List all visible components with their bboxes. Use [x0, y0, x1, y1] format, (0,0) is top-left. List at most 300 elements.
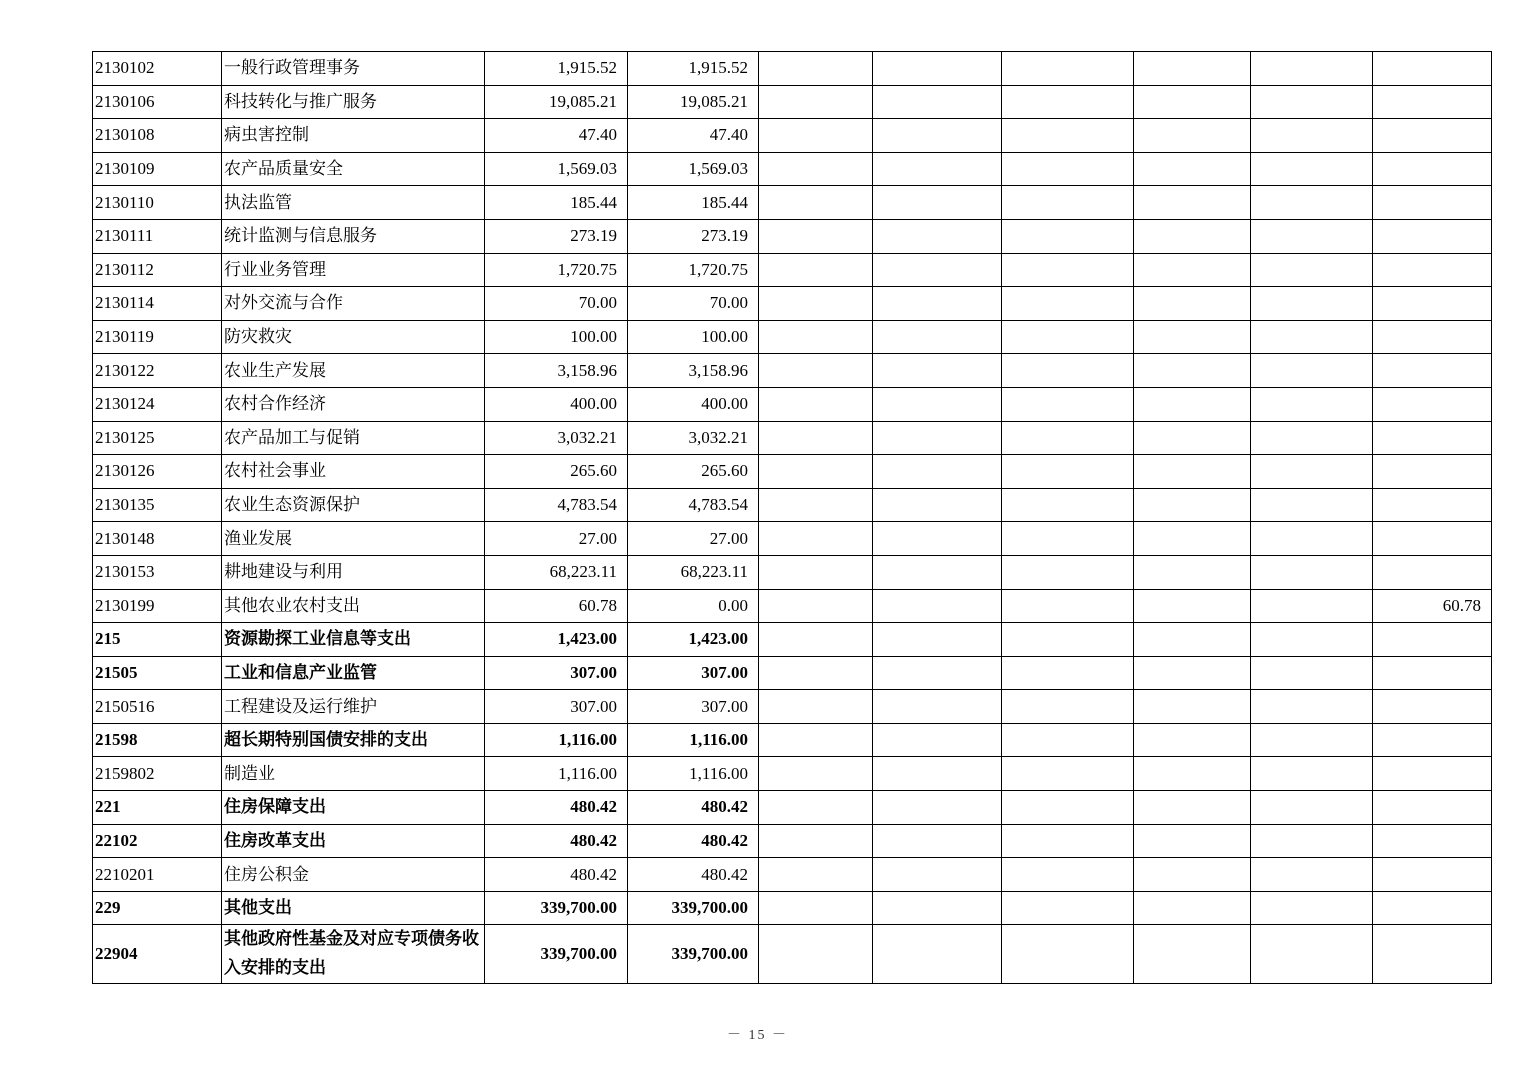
cell-amount-8 — [1373, 253, 1492, 287]
table-row — [93, 589, 1492, 623]
cell-amount-2: 0.00 — [628, 589, 759, 623]
cell-amount-5 — [1002, 925, 1134, 984]
cell-code: 21505 — [93, 656, 222, 690]
cell-name: 渔业发展 — [222, 522, 485, 556]
cell-amount-6 — [1134, 219, 1251, 253]
cell-name: 统计监测与信息服务 — [222, 219, 485, 253]
cell-amount-7 — [1251, 119, 1373, 153]
cell-amount-5 — [1002, 320, 1134, 354]
cell-amount-7 — [1251, 253, 1373, 287]
cell-code: 2130148 — [93, 522, 222, 556]
cell-amount-1: 307.00 — [485, 690, 628, 724]
cell-amount-1: 307.00 — [485, 656, 628, 690]
cell-amount-5 — [1002, 522, 1134, 556]
cell-amount-2: 4,783.54 — [628, 488, 759, 522]
cell-amount-3 — [759, 219, 873, 253]
cell-amount-1: 480.42 — [485, 858, 628, 892]
table-row — [93, 253, 1492, 287]
cell-amount-6 — [1134, 488, 1251, 522]
cell-code: 2130109 — [93, 152, 222, 186]
cell-amount-8 — [1373, 186, 1492, 220]
cell-amount-8 — [1373, 656, 1492, 690]
cell-amount-6 — [1134, 119, 1251, 153]
cell-amount-6 — [1134, 253, 1251, 287]
cell-amount-4 — [873, 421, 1002, 455]
cell-amount-6 — [1134, 455, 1251, 489]
cell-amount-1: 1,116.00 — [485, 757, 628, 791]
table-row — [93, 925, 1492, 984]
cell-amount-2: 1,915.52 — [628, 52, 759, 86]
cell-code: 229 — [93, 891, 222, 925]
cell-amount-1: 265.60 — [485, 455, 628, 489]
cell-amount-1: 400.00 — [485, 387, 628, 421]
cell-amount-5 — [1002, 152, 1134, 186]
cell-name: 其他农业农村支出 — [222, 589, 485, 623]
cell-amount-3 — [759, 52, 873, 86]
cell-amount-8 — [1373, 891, 1492, 925]
table-row — [93, 119, 1492, 153]
cell-amount-3 — [759, 119, 873, 153]
table-row — [93, 85, 1492, 119]
cell-amount-7 — [1251, 589, 1373, 623]
cell-amount-4 — [873, 488, 1002, 522]
cell-amount-6 — [1134, 52, 1251, 86]
cell-amount-7 — [1251, 387, 1373, 421]
table-row — [93, 421, 1492, 455]
table-row — [93, 791, 1492, 825]
cell-amount-6 — [1134, 152, 1251, 186]
cell-amount-7 — [1251, 52, 1373, 86]
cell-amount-8 — [1373, 555, 1492, 589]
cell-amount-1: 3,032.21 — [485, 421, 628, 455]
cell-code: 2130119 — [93, 320, 222, 354]
table-row — [93, 723, 1492, 757]
cell-code: 215 — [93, 623, 222, 657]
cell-amount-8 — [1373, 690, 1492, 724]
cell-amount-3 — [759, 488, 873, 522]
cell-name: 超长期特别国债安排的支出 — [222, 723, 485, 757]
cell-amount-4 — [873, 186, 1002, 220]
cell-name: 农产品质量安全 — [222, 152, 485, 186]
cell-amount-4 — [873, 791, 1002, 825]
cell-amount-1: 1,116.00 — [485, 723, 628, 757]
cell-code: 221 — [93, 791, 222, 825]
table-row — [93, 891, 1492, 925]
cell-amount-5 — [1002, 791, 1134, 825]
table-row — [93, 488, 1492, 522]
cell-code: 2130108 — [93, 119, 222, 153]
cell-amount-4 — [873, 925, 1002, 984]
cell-amount-4 — [873, 85, 1002, 119]
cell-amount-3 — [759, 824, 873, 858]
cell-name: 住房公积金 — [222, 858, 485, 892]
cell-amount-5 — [1002, 623, 1134, 657]
cell-amount-8 — [1373, 455, 1492, 489]
cell-amount-4 — [873, 690, 1002, 724]
cell-amount-4 — [873, 152, 1002, 186]
cell-amount-8 — [1373, 791, 1492, 825]
cell-amount-3 — [759, 858, 873, 892]
cell-amount-7 — [1251, 925, 1373, 984]
cell-code: 2159802 — [93, 757, 222, 791]
cell-amount-5 — [1002, 488, 1134, 522]
cell-amount-6 — [1134, 589, 1251, 623]
cell-code: 22904 — [93, 925, 222, 984]
cell-code: 2130112 — [93, 253, 222, 287]
cell-amount-5 — [1002, 757, 1134, 791]
cell-name: 一般行政管理事务 — [222, 52, 485, 86]
cell-code: 2130135 — [93, 488, 222, 522]
cell-name: 农产品加工与促销 — [222, 421, 485, 455]
cell-amount-8 — [1373, 522, 1492, 556]
table-row — [93, 824, 1492, 858]
cell-amount-1: 3,158.96 — [485, 354, 628, 388]
cell-amount-2: 3,158.96 — [628, 354, 759, 388]
cell-amount-4 — [873, 757, 1002, 791]
cell-amount-6 — [1134, 757, 1251, 791]
cell-amount-5 — [1002, 354, 1134, 388]
cell-amount-1: 19,085.21 — [485, 85, 628, 119]
cell-amount-7 — [1251, 421, 1373, 455]
cell-amount-7 — [1251, 824, 1373, 858]
cell-amount-4 — [873, 656, 1002, 690]
table-row — [93, 690, 1492, 724]
table-row — [93, 555, 1492, 589]
cell-code: 2130153 — [93, 555, 222, 589]
cell-amount-5 — [1002, 287, 1134, 321]
cell-amount-4 — [873, 455, 1002, 489]
cell-amount-2: 339,700.00 — [628, 925, 759, 984]
cell-amount-7 — [1251, 455, 1373, 489]
cell-amount-5 — [1002, 824, 1134, 858]
cell-amount-1: 68,223.11 — [485, 555, 628, 589]
cell-amount-7 — [1251, 522, 1373, 556]
cell-amount-8 — [1373, 152, 1492, 186]
cell-amount-8 — [1373, 354, 1492, 388]
cell-amount-8 — [1373, 623, 1492, 657]
cell-amount-4 — [873, 891, 1002, 925]
cell-amount-8 — [1373, 723, 1492, 757]
cell-code: 2130122 — [93, 354, 222, 388]
cell-amount-2: 47.40 — [628, 119, 759, 153]
cell-amount-1: 47.40 — [485, 119, 628, 153]
cell-amount-6 — [1134, 186, 1251, 220]
cell-amount-3 — [759, 85, 873, 119]
cell-amount-3 — [759, 522, 873, 556]
cell-amount-3 — [759, 320, 873, 354]
table-row — [93, 186, 1492, 220]
cell-amount-1: 339,700.00 — [485, 925, 628, 984]
cell-name: 工程建设及运行维护 — [222, 690, 485, 724]
cell-amount-2: 307.00 — [628, 656, 759, 690]
cell-amount-2: 480.42 — [628, 824, 759, 858]
cell-code: 2130111 — [93, 219, 222, 253]
cell-amount-6 — [1134, 791, 1251, 825]
cell-code: 2130199 — [93, 589, 222, 623]
cell-amount-5 — [1002, 85, 1134, 119]
cell-code: 22102 — [93, 824, 222, 858]
cell-amount-3 — [759, 757, 873, 791]
cell-amount-4 — [873, 858, 1002, 892]
cell-amount-3 — [759, 354, 873, 388]
cell-amount-3 — [759, 421, 873, 455]
cell-amount-1: 27.00 — [485, 522, 628, 556]
cell-amount-5 — [1002, 656, 1134, 690]
cell-code: 2130114 — [93, 287, 222, 321]
cell-amount-6 — [1134, 320, 1251, 354]
cell-code: 2130125 — [93, 421, 222, 455]
cell-amount-8 — [1373, 858, 1492, 892]
cell-amount-3 — [759, 253, 873, 287]
cell-amount-7 — [1251, 623, 1373, 657]
table-row — [93, 354, 1492, 388]
cell-amount-7 — [1251, 723, 1373, 757]
cell-amount-2: 339,700.00 — [628, 891, 759, 925]
cell-amount-7 — [1251, 791, 1373, 825]
cell-name: 对外交流与合作 — [222, 287, 485, 321]
cell-amount-2: 3,032.21 — [628, 421, 759, 455]
cell-amount-5 — [1002, 589, 1134, 623]
cell-amount-2: 1,116.00 — [628, 723, 759, 757]
cell-amount-1: 1,915.52 — [485, 52, 628, 86]
cell-amount-3 — [759, 891, 873, 925]
cell-amount-3 — [759, 623, 873, 657]
cell-name: 科技转化与推广服务 — [222, 85, 485, 119]
cell-amount-6 — [1134, 656, 1251, 690]
cell-amount-2: 480.42 — [628, 858, 759, 892]
cell-amount-2: 27.00 — [628, 522, 759, 556]
cell-code: 2130126 — [93, 455, 222, 489]
cell-amount-2: 273.19 — [628, 219, 759, 253]
cell-amount-7 — [1251, 656, 1373, 690]
cell-amount-2: 70.00 — [628, 287, 759, 321]
cell-name: 农业生态资源保护 — [222, 488, 485, 522]
cell-amount-3 — [759, 791, 873, 825]
cell-amount-1: 1,720.75 — [485, 253, 628, 287]
cell-amount-7 — [1251, 85, 1373, 119]
cell-amount-7 — [1251, 858, 1373, 892]
cell-amount-8 — [1373, 387, 1492, 421]
cell-amount-7 — [1251, 555, 1373, 589]
cell-name: 农业生产发展 — [222, 354, 485, 388]
cell-amount-6 — [1134, 85, 1251, 119]
cell-amount-4 — [873, 623, 1002, 657]
cell-amount-1: 480.42 — [485, 791, 628, 825]
cell-amount-7 — [1251, 891, 1373, 925]
cell-name: 农村社会事业 — [222, 455, 485, 489]
cell-amount-5 — [1002, 723, 1134, 757]
cell-amount-3 — [759, 455, 873, 489]
cell-amount-6 — [1134, 354, 1251, 388]
cell-name: 资源勘探工业信息等支出 — [222, 623, 485, 657]
cell-code: 2150516 — [93, 690, 222, 724]
cell-amount-6 — [1134, 555, 1251, 589]
cell-amount-8 — [1373, 757, 1492, 791]
cell-name: 执法监管 — [222, 186, 485, 220]
table-row — [93, 287, 1492, 321]
cell-amount-7 — [1251, 690, 1373, 724]
cell-amount-8 — [1373, 488, 1492, 522]
cell-amount-4 — [873, 354, 1002, 388]
cell-amount-1: 70.00 — [485, 287, 628, 321]
table-body — [93, 52, 1492, 984]
cell-amount-5 — [1002, 186, 1134, 220]
cell-amount-8 — [1373, 824, 1492, 858]
cell-name: 耕地建设与利用 — [222, 555, 485, 589]
cell-name: 住房改革支出 — [222, 824, 485, 858]
cell-amount-4 — [873, 824, 1002, 858]
cell-code: 2130106 — [93, 85, 222, 119]
cell-amount-4 — [873, 219, 1002, 253]
cell-amount-1: 339,700.00 — [485, 891, 628, 925]
cell-amount-6 — [1134, 824, 1251, 858]
cell-amount-4 — [873, 119, 1002, 153]
cell-amount-4 — [873, 387, 1002, 421]
table-row — [93, 152, 1492, 186]
cell-amount-2: 100.00 — [628, 320, 759, 354]
cell-amount-6 — [1134, 858, 1251, 892]
cell-amount-1: 273.19 — [485, 219, 628, 253]
table-row — [93, 219, 1492, 253]
cell-amount-5 — [1002, 387, 1134, 421]
cell-amount-6 — [1134, 623, 1251, 657]
cell-amount-5 — [1002, 52, 1134, 86]
cell-name: 农村合作经济 — [222, 387, 485, 421]
cell-amount-3 — [759, 656, 873, 690]
cell-amount-6 — [1134, 387, 1251, 421]
cell-amount-2: 480.42 — [628, 791, 759, 825]
cell-name: 住房保障支出 — [222, 791, 485, 825]
cell-amount-5 — [1002, 455, 1134, 489]
cell-amount-2: 19,085.21 — [628, 85, 759, 119]
cell-amount-2: 1,116.00 — [628, 757, 759, 791]
cell-amount-7 — [1251, 320, 1373, 354]
cell-name: 其他政府性基金及对应专项债务收入安排的支出 — [222, 925, 485, 984]
cell-amount-4 — [873, 522, 1002, 556]
cell-code: 2130110 — [93, 186, 222, 220]
cell-amount-2: 400.00 — [628, 387, 759, 421]
cell-amount-7 — [1251, 488, 1373, 522]
cell-amount-1: 1,569.03 — [485, 152, 628, 186]
cell-name: 制造业 — [222, 757, 485, 791]
cell-amount-2: 307.00 — [628, 690, 759, 724]
cell-amount-8 — [1373, 421, 1492, 455]
cell-amount-3 — [759, 723, 873, 757]
cell-amount-2: 68,223.11 — [628, 555, 759, 589]
cell-amount-8 — [1373, 219, 1492, 253]
cell-amount-6 — [1134, 690, 1251, 724]
cell-amount-4 — [873, 52, 1002, 86]
cell-amount-4 — [873, 555, 1002, 589]
cell-amount-5 — [1002, 253, 1134, 287]
cell-amount-3 — [759, 186, 873, 220]
cell-amount-7 — [1251, 354, 1373, 388]
cell-amount-1: 185.44 — [485, 186, 628, 220]
cell-amount-5 — [1002, 891, 1134, 925]
cell-amount-8 — [1373, 119, 1492, 153]
cell-amount-6 — [1134, 925, 1251, 984]
cell-amount-5 — [1002, 219, 1134, 253]
cell-amount-3 — [759, 287, 873, 321]
cell-amount-4 — [873, 589, 1002, 623]
cell-amount-1: 480.42 — [485, 824, 628, 858]
cell-name: 工业和信息产业监管 — [222, 656, 485, 690]
cell-amount-5 — [1002, 858, 1134, 892]
cell-code: 2130102 — [93, 52, 222, 86]
cell-amount-8 — [1373, 925, 1492, 984]
table-row — [93, 320, 1492, 354]
cell-amount-2: 265.60 — [628, 455, 759, 489]
cell-amount-8: 60.78 — [1373, 589, 1492, 623]
cell-name: 其他支出 — [222, 891, 485, 925]
cell-amount-8 — [1373, 85, 1492, 119]
cell-amount-1: 60.78 — [485, 589, 628, 623]
cell-amount-7 — [1251, 152, 1373, 186]
cell-amount-4 — [873, 253, 1002, 287]
table-row — [93, 623, 1492, 657]
page-number: － 15 － — [727, 1028, 788, 1043]
cell-amount-1: 4,783.54 — [485, 488, 628, 522]
cell-name: 病虫害控制 — [222, 119, 485, 153]
cell-amount-7 — [1251, 219, 1373, 253]
cell-code: 21598 — [93, 723, 222, 757]
cell-amount-4 — [873, 320, 1002, 354]
cell-amount-5 — [1002, 690, 1134, 724]
cell-amount-5 — [1002, 119, 1134, 153]
cell-amount-4 — [873, 287, 1002, 321]
cell-amount-5 — [1002, 555, 1134, 589]
cell-amount-3 — [759, 589, 873, 623]
cell-code: 2130124 — [93, 387, 222, 421]
cell-amount-2: 1,720.75 — [628, 253, 759, 287]
cell-amount-1: 1,423.00 — [485, 623, 628, 657]
cell-amount-6 — [1134, 723, 1251, 757]
table-row — [93, 522, 1492, 556]
cell-amount-6 — [1134, 522, 1251, 556]
cell-amount-2: 185.44 — [628, 186, 759, 220]
cell-amount-3 — [759, 387, 873, 421]
cell-amount-7 — [1251, 757, 1373, 791]
table-row — [93, 52, 1492, 86]
cell-amount-8 — [1373, 52, 1492, 86]
cell-name: 行业业务管理 — [222, 253, 485, 287]
cell-amount-2: 1,423.00 — [628, 623, 759, 657]
cell-amount-6 — [1134, 891, 1251, 925]
budget-table — [92, 51, 1492, 984]
cell-amount-3 — [759, 925, 873, 984]
cell-amount-3 — [759, 690, 873, 724]
cell-amount-8 — [1373, 287, 1492, 321]
cell-code: 2210201 — [93, 858, 222, 892]
cell-amount-2: 1,569.03 — [628, 152, 759, 186]
cell-amount-1: 100.00 — [485, 320, 628, 354]
table-row — [93, 455, 1492, 489]
cell-amount-6 — [1134, 421, 1251, 455]
cell-name: 防灾救灾 — [222, 320, 485, 354]
table-row — [93, 858, 1492, 892]
cell-amount-6 — [1134, 287, 1251, 321]
table-row — [93, 387, 1492, 421]
cell-amount-5 — [1002, 421, 1134, 455]
cell-amount-7 — [1251, 186, 1373, 220]
cell-amount-8 — [1373, 320, 1492, 354]
cell-amount-7 — [1251, 287, 1373, 321]
cell-amount-3 — [759, 152, 873, 186]
table-row — [93, 656, 1492, 690]
cell-amount-4 — [873, 723, 1002, 757]
cell-amount-3 — [759, 555, 873, 589]
table-row — [93, 757, 1492, 791]
